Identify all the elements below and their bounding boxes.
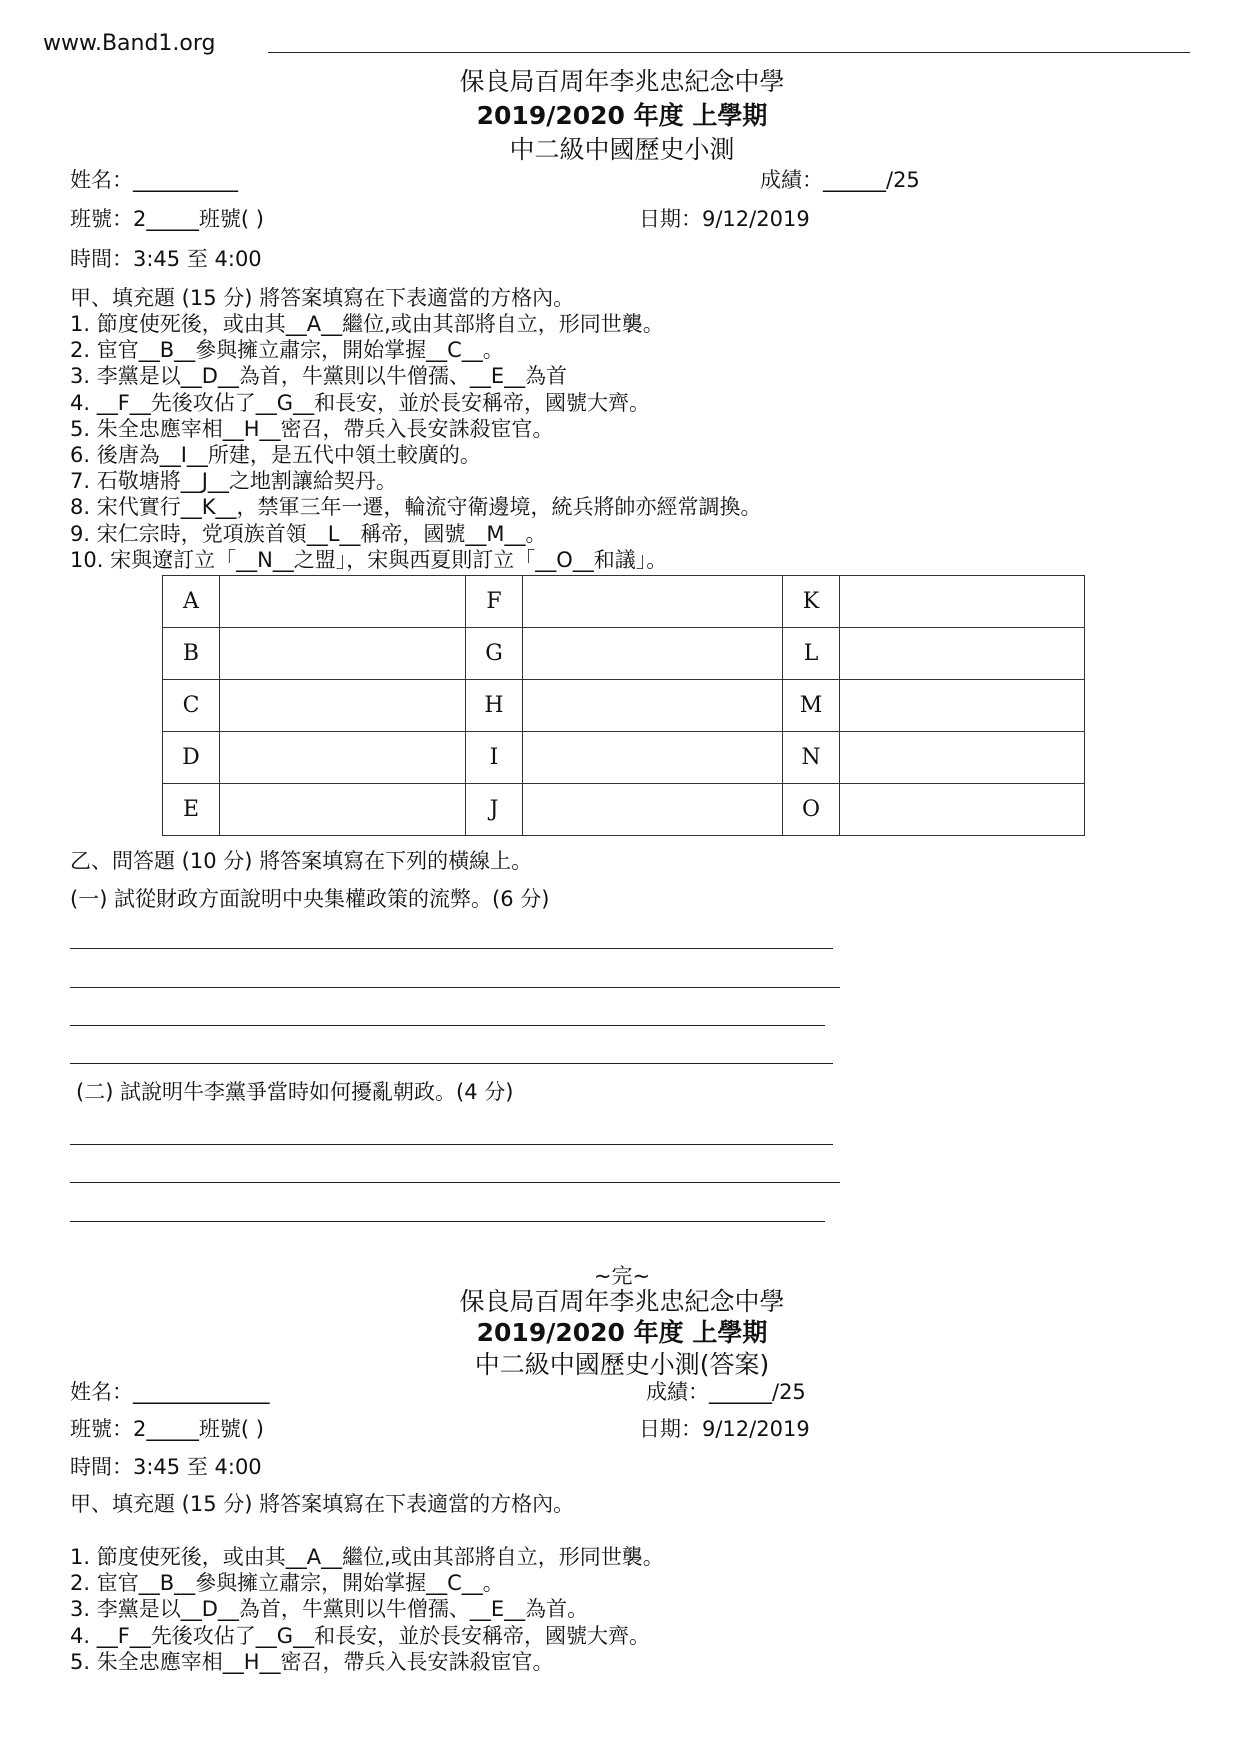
blank-label: E — [163, 784, 220, 836]
question-item: 7. 石敬塘將__J__之地割讓給契丹。 — [70, 469, 397, 494]
date-field: 日期：9/12/2019 — [639, 207, 810, 231]
answer-cell[interactable] — [840, 784, 1085, 836]
answer-table — [162, 575, 1085, 836]
answer-cell[interactable] — [523, 784, 783, 836]
answer-cell[interactable] — [523, 732, 783, 784]
question-item: 2. 宦官__B__參與擁立肅宗，開始掌握__C__。 — [70, 338, 504, 363]
blank-label: G — [466, 628, 523, 680]
question-item: 5. 朱全忠應宰相__H__密召，帶兵入長安誅殺宦官。 — [70, 416, 554, 441]
header-rule — [268, 52, 1190, 53]
question-item: 4. __F__先後攻佔了__G__和長安，並於長安稱帝，國號大齊。 — [70, 1623, 651, 1648]
question-item: 3. 李黨是以__D__為首，牛黨則以牛僧孺、__E__為首 — [70, 364, 568, 389]
score-field: 成績：______/25 — [760, 168, 920, 192]
blank-label: B — [163, 628, 220, 680]
section-b-heading: 乙、問答題 (10 分) 將答案填寫在下列的橫線上。 — [70, 849, 533, 873]
blank-label: J — [466, 784, 523, 836]
answer-cell[interactable] — [220, 784, 466, 836]
table-row — [163, 784, 1085, 836]
answer-cell[interactable] — [523, 576, 783, 628]
answer-cell[interactable] — [220, 732, 466, 784]
answer-school-year: 2019/2020 年度 上學期 — [476, 1318, 768, 1347]
answer-cell[interactable] — [220, 680, 466, 732]
blank-label: O — [783, 784, 840, 836]
answer-line — [70, 948, 833, 949]
blank-label: I — [466, 732, 523, 784]
answer-school-name: 保良局百周年李兆忠紀念中學 — [459, 1287, 785, 1316]
answer-class-field: 班號：2_____班號( ) — [70, 1417, 264, 1441]
answer-name-field: 姓名：_____________ — [70, 1380, 270, 1404]
blank-label: F — [466, 576, 523, 628]
blank-label: H — [466, 680, 523, 732]
answer-cell[interactable] — [840, 628, 1085, 680]
answer-cell[interactable] — [523, 628, 783, 680]
answer-cell[interactable] — [840, 680, 1085, 732]
section-a-heading: 甲、填充題 (15 分) 將答案填寫在下表適當的方格內。 — [70, 286, 575, 310]
answer-date-field: 日期：9/12/2019 — [639, 1417, 810, 1441]
question-item: 1. 節度使死後，或由其__A__繼位,或由其部將自立，形同世襲。 — [70, 1545, 664, 1569]
class-field: 班號：2_____班號( ) — [70, 207, 264, 231]
answer-cell[interactable] — [220, 576, 466, 628]
school-year: 2019/2020 年度 上學期 — [476, 101, 768, 130]
answer-time-field: 時間：3:45 至 4:00 — [70, 1455, 262, 1479]
table-row — [163, 680, 1085, 732]
table-row — [163, 628, 1085, 680]
school-name: 保良局百周年李兆忠紀念中學 — [459, 67, 785, 96]
end-mark: ~完~ — [593, 1264, 651, 1288]
blank-label: A — [163, 576, 220, 628]
question-item: 9. 宋仁宗時，党項族首領__L__稱帝，國號__M__。 — [70, 521, 547, 546]
answer-title: 中二級中國歷史小測(答案) — [474, 1350, 770, 1379]
answer-score-field: 成績：______/25 — [646, 1380, 806, 1404]
answer-cell[interactable] — [840, 732, 1085, 784]
question-item: 10. 宋與遼訂立「__N__之盟」，宋與西夏則訂立「__O__和議」。 — [70, 547, 668, 572]
answer-line — [70, 1182, 840, 1183]
quiz-title: 中二級中國歷史小測 — [509, 135, 735, 164]
answer-line — [70, 1025, 825, 1026]
question-item: 1. 節度使死後，或由其__A__繼位,或由其部將自立，形同世襲。 — [70, 312, 664, 336]
blank-label: C — [163, 680, 220, 732]
name-field: 姓名：__________ — [70, 168, 238, 192]
table-row — [163, 732, 1085, 784]
question-1: (一) 試從財政方面說明中央集權政策的流弊。(6 分) — [70, 887, 550, 911]
answer-section-a-heading: 甲、填充題 (15 分) 將答案填寫在下表適當的方格內。 — [70, 1492, 575, 1516]
question-item: 5. 朱全忠應宰相__H__密召，帶兵入長安誅殺宦官。 — [70, 1649, 554, 1674]
blank-label: N — [783, 732, 840, 784]
answer-line — [70, 1221, 825, 1222]
answer-line — [70, 987, 840, 988]
time-field: 時間：3:45 至 4:00 — [70, 247, 262, 271]
site-watermark: www.Band1.org — [43, 31, 216, 56]
question-item: 8. 宋代實行__K__，禁軍三年一遷，輪流守衛邊境，統兵將帥亦經常調換。 — [70, 495, 762, 520]
answer-cell[interactable] — [523, 680, 783, 732]
question-item: 4. __F__先後攻佔了__G__和長安，並於長安稱帝，國號大齊。 — [70, 390, 651, 415]
blank-label: D — [163, 732, 220, 784]
question-item: 2. 宦官__B__參與擁立肅宗，開始掌握__C__。 — [70, 1571, 504, 1596]
answer-line — [70, 1144, 833, 1145]
answer-line — [70, 1063, 833, 1064]
blank-label: M — [783, 680, 840, 732]
blank-label: K — [783, 576, 840, 628]
question-item: 6. 後唐為__I__所建，是五代中領土較廣的。 — [70, 443, 481, 467]
answer-cell[interactable] — [840, 576, 1085, 628]
blank-label: L — [783, 628, 840, 680]
answer-cell[interactable] — [220, 628, 466, 680]
table-row — [163, 576, 1085, 628]
question-item: 3. 李黨是以__D__為首，牛黨則以牛僧孺、__E__為首。 — [70, 1597, 589, 1622]
question-2: (二) 試說明牛李黨爭當時如何擾亂朝政。(4 分) — [76, 1080, 514, 1104]
